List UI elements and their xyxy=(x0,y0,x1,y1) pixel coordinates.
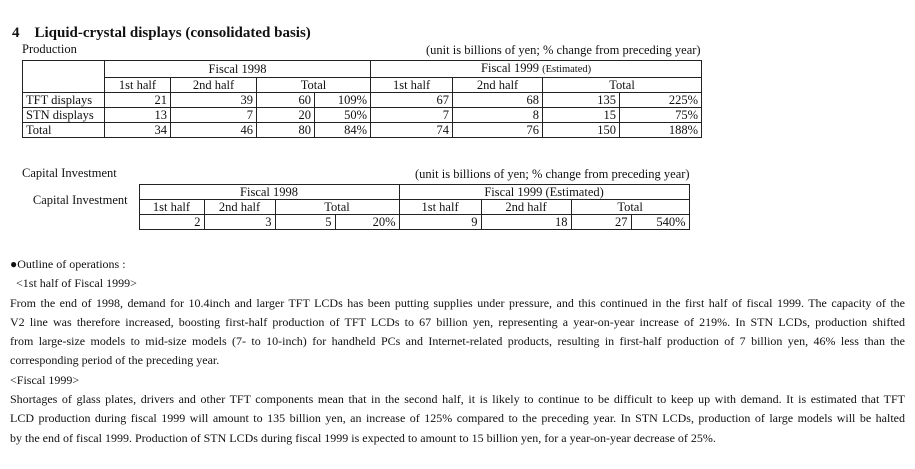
cell: 3 xyxy=(204,215,275,230)
capex-empty-cell xyxy=(22,215,139,230)
production-fy1999-estimated: (Estimated) xyxy=(542,64,592,75)
capex-row-label: Capital Investment xyxy=(22,185,139,215)
section-title: 4 Liquid-crystal displays (consolidated basis) xyxy=(12,25,311,41)
cell: 540% xyxy=(631,215,689,230)
capex-header-row-1 xyxy=(22,185,689,200)
outline-heading: ●Outline of operations : xyxy=(10,257,126,271)
cell: 80 xyxy=(257,123,315,138)
cell: 7 xyxy=(171,108,257,123)
cell: 34 xyxy=(105,123,171,138)
cell: 60 xyxy=(257,93,315,108)
production-col-total-1999: Total xyxy=(543,78,702,93)
capex-fy1998-header: Fiscal 1998 xyxy=(139,185,399,200)
cell: 13 xyxy=(105,108,171,123)
production-col-1st-half-1999: 1st half xyxy=(371,78,453,93)
production-fy1999-header xyxy=(371,61,702,78)
production-unit-note: (unit is billions of yen; % change from preceding year) xyxy=(426,43,701,57)
capex-col-total-1998: Total xyxy=(275,200,399,215)
cell: 27 xyxy=(571,215,631,230)
cell: 39 xyxy=(171,93,257,108)
cell: 15 xyxy=(543,108,620,123)
outline-paragraph-1-line: From the end of 1998, demand for 10.4inch and larger TFT LCDs has been putting supplies under pressure, and this continued in the first half of fiscal 1999. The capacity of the xyxy=(10,295,905,310)
outline-paragraph-2-line: LCD production during fiscal 1999 will amount to 135 billion yen, an increase of 125% compared to the preceding year. In STN LCDs, production of large models will be halted xyxy=(10,411,905,426)
cell: 5 xyxy=(275,215,335,230)
capex-col-total-1999: Total xyxy=(571,200,689,215)
cell: 188% xyxy=(620,123,702,138)
outline-section xyxy=(10,255,905,448)
table-row xyxy=(22,215,689,230)
production-fy1999-label: Fiscal 1999 xyxy=(481,61,543,75)
cell: 7 xyxy=(371,108,453,123)
cell: 84% xyxy=(315,123,371,138)
production-fy1998-header: Fiscal 1998 xyxy=(105,61,371,78)
outline-subheading-2: <Fiscal 1999> xyxy=(10,372,80,387)
cell: 18 xyxy=(481,215,571,230)
capex-fy1999-header: Fiscal 1999 (Estimated) xyxy=(399,185,689,200)
table-row xyxy=(23,123,702,138)
outline-paragraph-2-line: by the end of fiscal 1999. Production of STN LCDs during fiscal 1999 is expected to amount to 15 billion yen, for a year-on-year decrease of 25%. xyxy=(10,430,716,445)
cell: 75% xyxy=(620,108,702,123)
cell: 20 xyxy=(257,108,315,123)
cell: 135 xyxy=(543,93,620,108)
capex-caption: Capital Investment xyxy=(22,166,117,180)
outline-paragraph-1-line: corresponding period of the preceding year. xyxy=(10,353,220,368)
outline-paragraph-1-line: V2 line was therefore increased, boosting first-half production of TFT LCDs to 67 billion yen, representing a year-on-year increase of 219%. In STN LCDs, production shifted xyxy=(10,314,905,329)
production-col-2nd-half-1998: 2nd half xyxy=(171,78,257,93)
cell: 109% xyxy=(315,93,371,108)
cell: 9 xyxy=(399,215,481,230)
cell: 150 xyxy=(543,123,620,138)
outline-paragraph-1-line: from large-size models to mid-size models (7- to 10-inch) for handheld PCs and Internet-related products, resulting in first-half production of 7 billion yen, 46% less than the xyxy=(10,334,905,349)
table-row xyxy=(23,108,702,123)
production-col-2nd-half-1999: 2nd half xyxy=(453,78,543,93)
production-header-row-2 xyxy=(23,78,702,93)
outline-subheading-1: <1st half of Fiscal 1999> xyxy=(16,276,137,291)
capex-unit-note: (unit is billions of yen; % change from preceding year) xyxy=(415,167,690,181)
row-label: TFT displays xyxy=(23,93,105,108)
production-caption: Production xyxy=(22,42,77,56)
cell: 50% xyxy=(315,108,371,123)
cell: 67 xyxy=(371,93,453,108)
capex-col-2nd-half-1998: 2nd half xyxy=(204,200,275,215)
cell: 225% xyxy=(620,93,702,108)
cell: 2 xyxy=(139,215,204,230)
row-label: STN displays xyxy=(23,108,105,123)
cell: 20% xyxy=(335,215,399,230)
production-col-total-1998: Total xyxy=(257,78,371,93)
capex-col-1st-half-1998: 1st half xyxy=(139,200,204,215)
row-label: Total xyxy=(23,123,105,138)
production-header-row-1 xyxy=(23,61,702,78)
production-col-1st-half-1998: 1st half xyxy=(105,78,171,93)
cell: 8 xyxy=(453,108,543,123)
cell: 21 xyxy=(105,93,171,108)
production-corner-cell xyxy=(23,61,105,93)
cell: 74 xyxy=(371,123,453,138)
production-table xyxy=(22,60,702,138)
capex-table xyxy=(22,184,690,230)
cell: 68 xyxy=(453,93,543,108)
outline-paragraph-2-line: Shortages of glass plates, drivers and other TFT components mean that in the second half, it is likely to continue to be difficult to keep up with demand. It is estimated that TFT xyxy=(10,392,905,407)
capex-col-1st-half-1999: 1st half xyxy=(399,200,481,215)
cell: 46 xyxy=(171,123,257,138)
cell: 76 xyxy=(453,123,543,138)
capex-col-2nd-half-1999: 2nd half xyxy=(481,200,571,215)
table-row xyxy=(23,93,702,108)
